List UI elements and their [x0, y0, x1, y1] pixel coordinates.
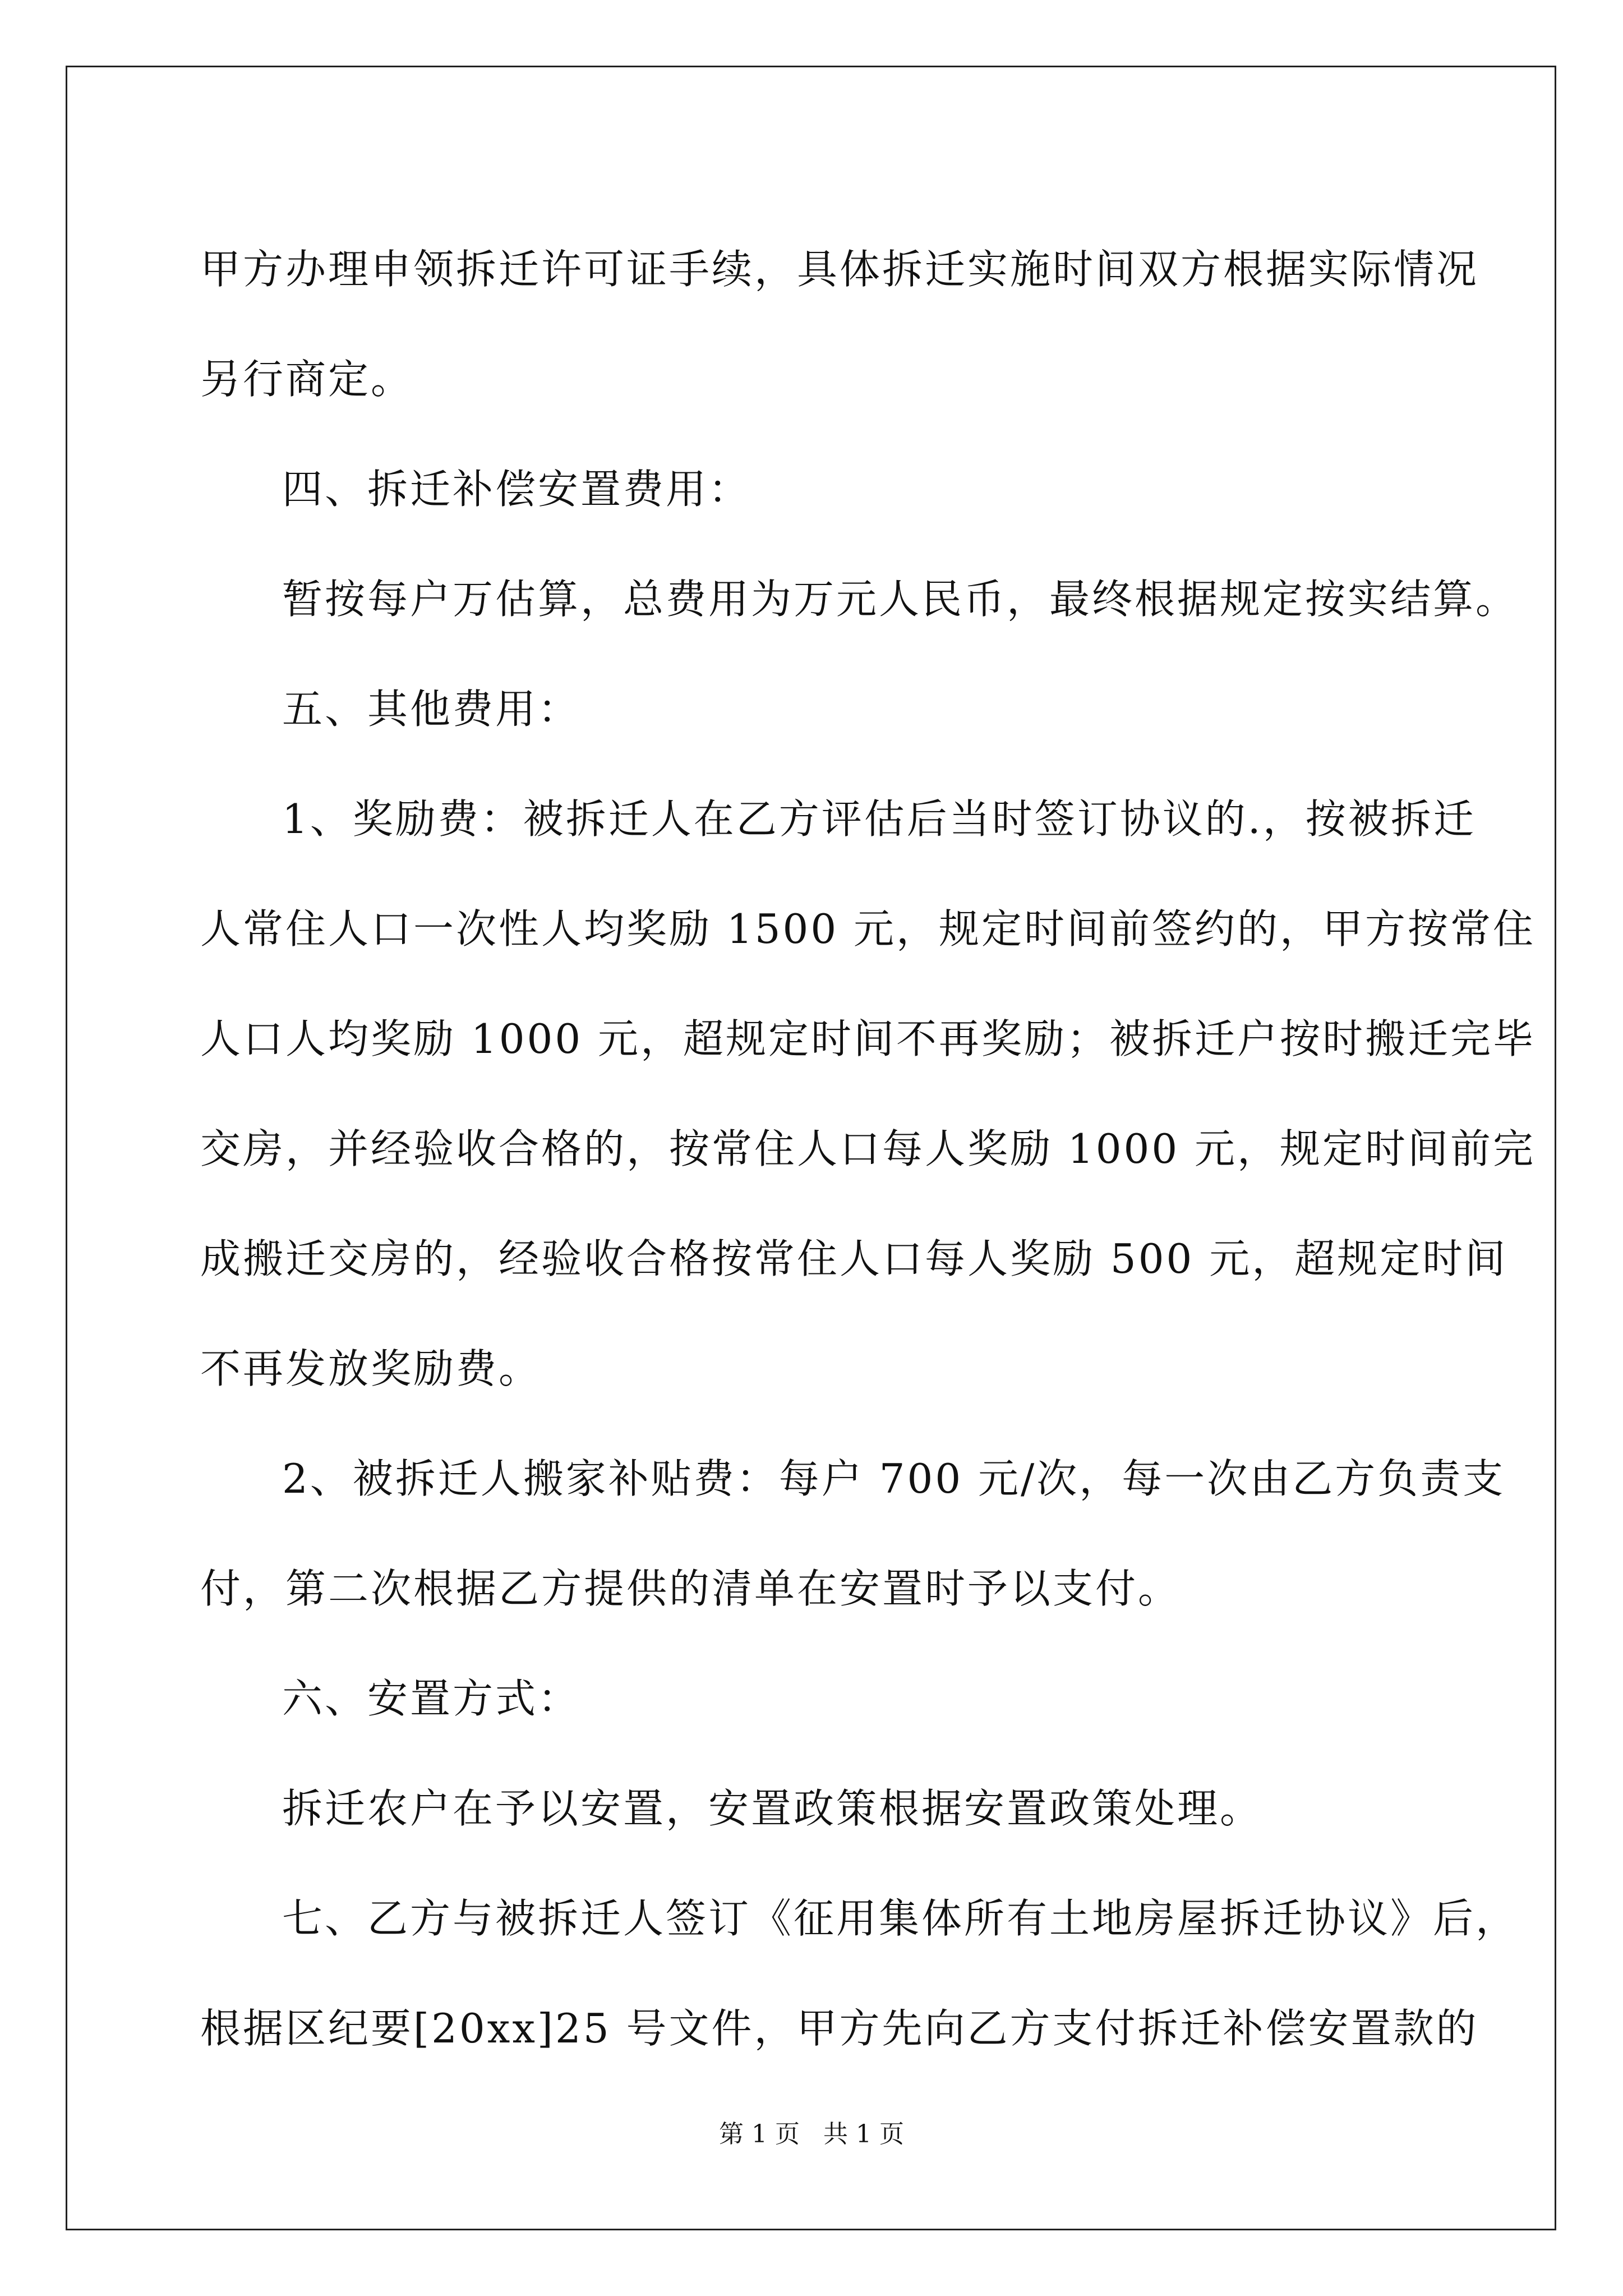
text-line: 交房，并经验收合格的，按常住人口每人奖励 1000 元，规定时间前完 — [200, 1125, 1536, 1172]
text-line: 七、乙方与被拆迁人签订《征用集体所有土地房屋拆迁协议》后， — [282, 1895, 1519, 1942]
text-line: 另行商定。 — [200, 356, 414, 403]
document-body — [200, 214, 1536, 2083]
text-line: 拆迁农户在予以安置，安置政策根据安置政策处理。 — [282, 1785, 1263, 1832]
text-line: 付，第二次根据乙方提供的清单在安置时予以支付。 — [200, 1565, 1181, 1612]
text-line: 2、被拆迁人搬家补贴费：每户 700 元/次，每一次由乙方负责支 — [282, 1455, 1506, 1502]
text-line: 人常住人口一次性人均奖励 1500 元，规定时间前签约的，甲方按常住 — [200, 905, 1536, 953]
section-heading: 六、安置方式： — [282, 1675, 581, 1722]
page-number-footer: 第 1 页 共 1 页 — [719, 2120, 904, 2148]
text-line: 成搬迁交房的，经验收合格按常住人口每人奖励 500 元，超规定时间 — [200, 1235, 1508, 1282]
text-line: 暂按每户万估算，总费用为万元人民币，最终根据规定按实结算。 — [282, 576, 1519, 623]
section-heading: 五、其他费用： — [282, 685, 581, 733]
text-line: 1、奖励费：被拆迁人在乙方评估后当时签订协议的.，按被拆迁 — [282, 795, 1476, 843]
text-line: 不再发放奖励费。 — [200, 1345, 542, 1392]
text-line: 甲方办理申领拆迁许可证手续，具体拆迁实施时间双方根据实际情况 — [200, 246, 1479, 293]
text-line: 人口人均奖励 1000 元，超规定时间不再奖励；被拆迁户按时搬迁完毕 — [200, 1015, 1536, 1062]
section-heading: 四、拆迁补偿安置费用： — [282, 466, 751, 513]
text-line: 根据区纪要[20xx]25 号文件，甲方先向乙方支付拆迁补偿安置款的 — [200, 2005, 1479, 2052]
